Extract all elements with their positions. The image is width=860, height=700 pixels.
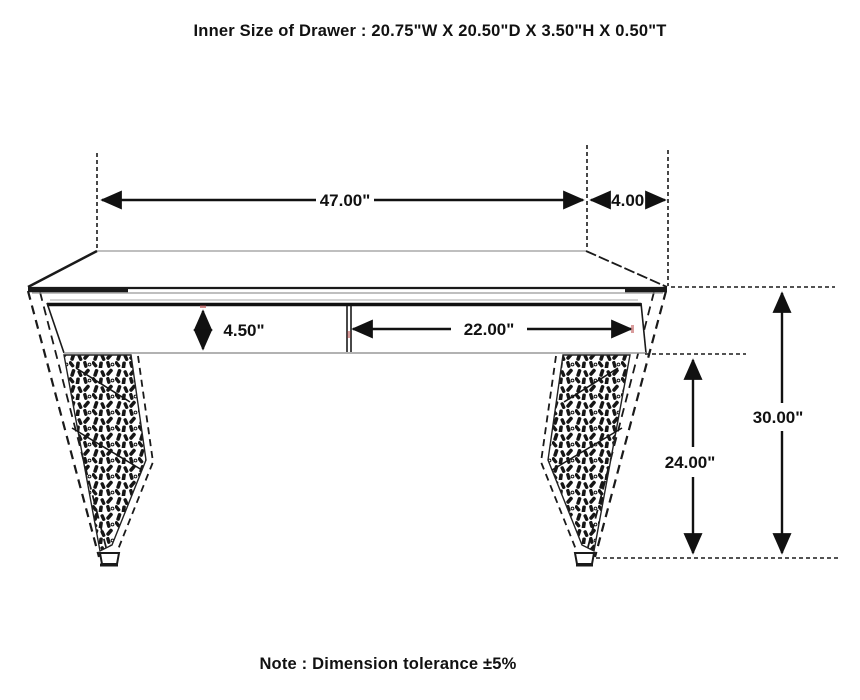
dim-450-red-mark (200, 306, 206, 309)
desk-top (28, 251, 667, 293)
right-leg-lattice-panel (548, 355, 630, 551)
dim-14-label: 14.00" (601, 191, 653, 210)
dim-30-label: 30.00" (752, 408, 804, 427)
dimension-desk-top-width (102, 191, 583, 210)
left-leg-foot (100, 553, 119, 564)
dim-450-label: 4.50" (223, 321, 265, 340)
dim-22-red-mark (631, 325, 634, 333)
tolerance-note: Note : Dimension tolerance ±5% (259, 655, 517, 673)
right-leg-foot (575, 553, 594, 564)
divider-red-mark (348, 331, 351, 338)
dimension-floor-to-apron (665, 360, 716, 553)
dim-22-label: 22.00" (463, 320, 515, 339)
dim-24-label: 24.00" (664, 453, 716, 472)
dimension-overall-height (753, 293, 804, 553)
left-leg-lattice-panel (64, 355, 146, 551)
desk-top-surface (28, 251, 667, 287)
drawer-inner-size-title: Inner Size of Drawer : 20.75"W X 20.50"D X 3.50"H X 0.50"T (193, 22, 667, 40)
dim-47-label: 47.00" (319, 191, 371, 210)
dimension-desk-top-depth (591, 191, 665, 210)
drawer-apron (47, 300, 646, 353)
